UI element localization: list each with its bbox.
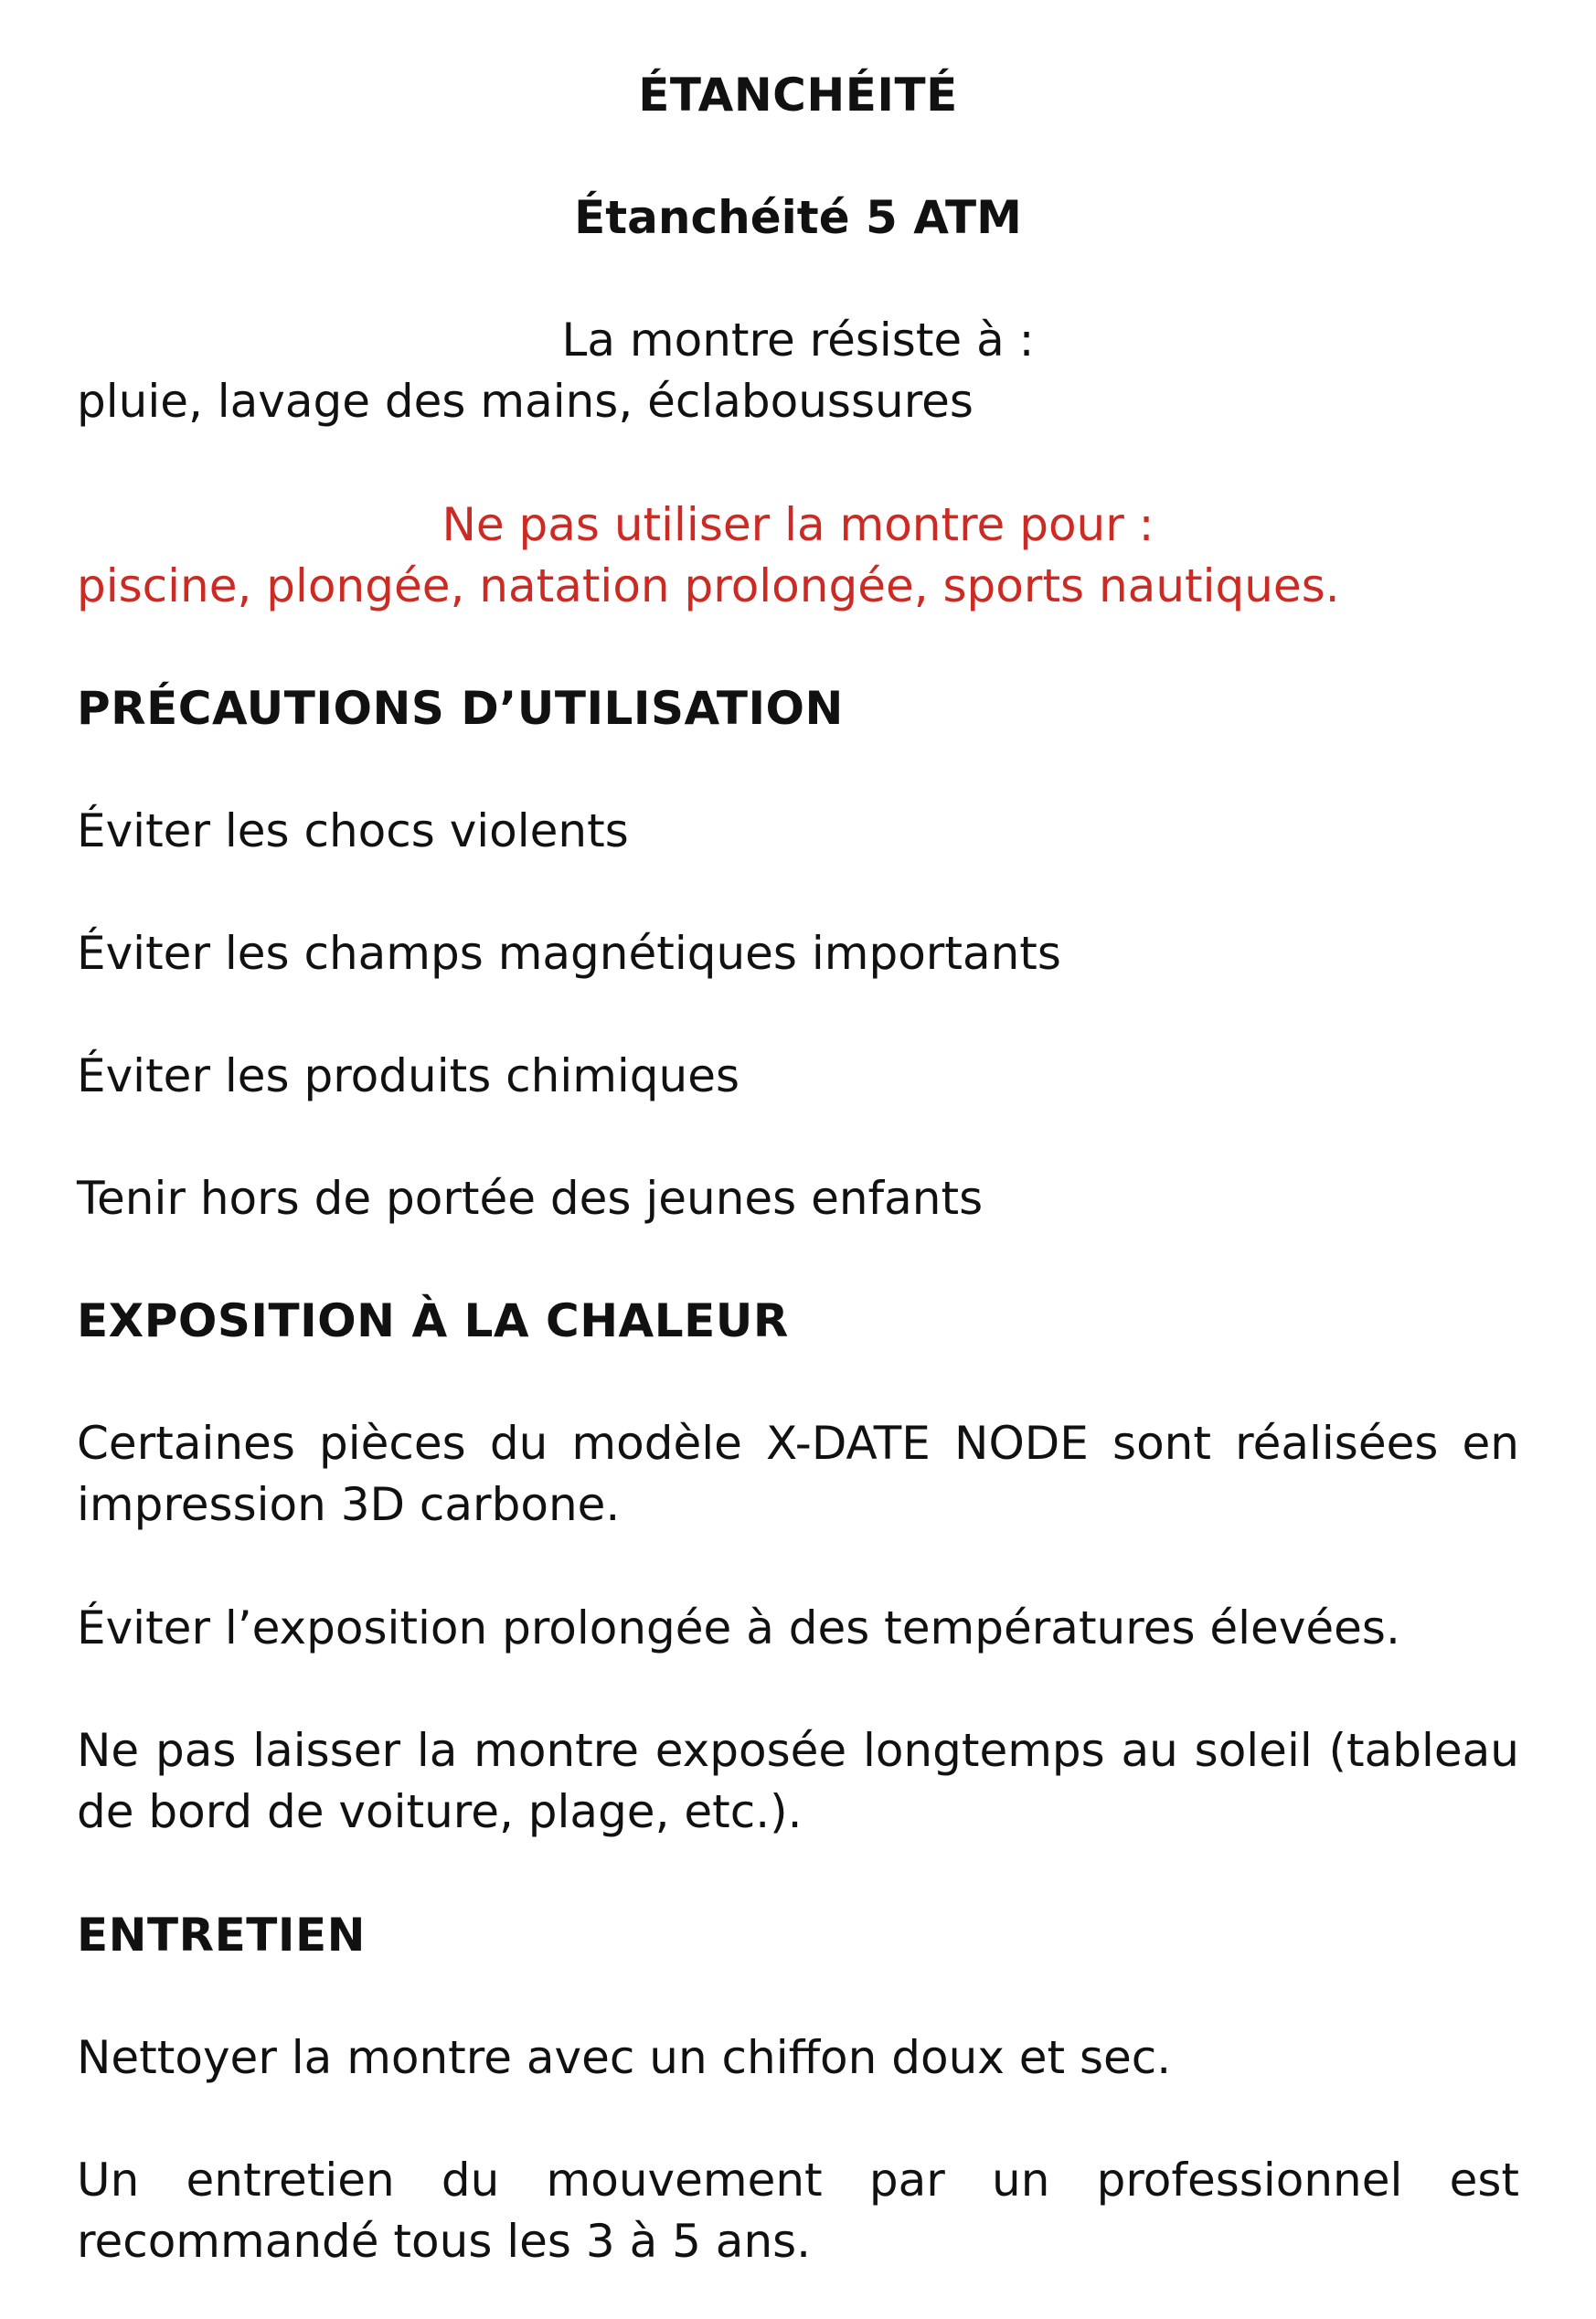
heat-paragraph-material: Certaines pièces du modèle X-DATE NODE sont réalisées en impression 3D carbone. (77, 1417, 1519, 1531)
heat-paragraph-temperature: Éviter l’exposition prolongée à des températures élevées. (77, 1601, 1400, 1654)
precaution-item: Éviter les produits chimiques (77, 1049, 740, 1102)
do-not-use-list: piscine, plongée, natation prolongée, sports nautiques. (77, 559, 1340, 612)
resists-list: pluie, lavage des mains, éclaboussures (77, 375, 974, 428)
precaution-item: Tenir hors de portée des jeunes enfants (77, 1172, 984, 1225)
heat-paragraph-sun: Ne pas laisser la montre exposée longtemps au soleil (tableau de bord de voiture, plage, etc.). (77, 1724, 1519, 1838)
care-instructions-document (77, 0, 1519, 2319)
resists-label: La montre résiste à : (561, 314, 1035, 367)
water-resistance-rating: Étanchéité 5 ATM (574, 191, 1022, 244)
section-heading-maintenance: ENTRETIEN (77, 1909, 366, 1962)
maintenance-paragraph-cleaning: Nettoyer la montre avec un chiffon doux et sec. (77, 2031, 1172, 2084)
maintenance-paragraph-service: Un entretien du mouvement par un professionnel est recommandé tous les 3 à 5 ans. (77, 2154, 1519, 2268)
do-not-use-label: Ne pas utiliser la montre pour : (442, 498, 1154, 551)
precaution-item: Éviter les champs magnétiques importants (77, 927, 1061, 980)
section-heading-precautions: PRÉCAUTIONS D’UTILISATION (77, 682, 844, 735)
precaution-item: Éviter les chocs violents (77, 804, 629, 857)
section-heading-heat-exposure: EXPOSITION À LA CHALEUR (77, 1294, 789, 1347)
section-heading-etancheite: ÉTANCHÉITÉ (638, 69, 958, 122)
